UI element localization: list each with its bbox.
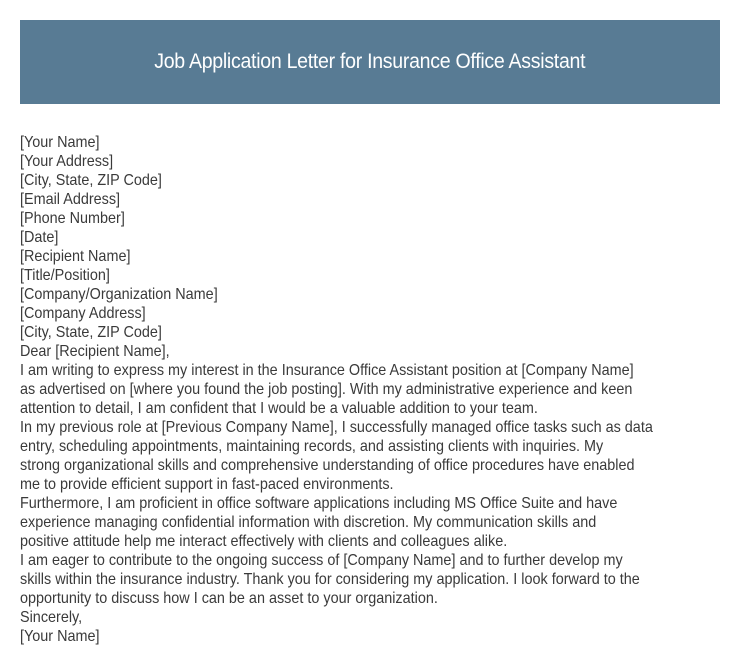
paragraph-line: entry, scheduling appointments, maintaining records, and assisting clients with inquiries. My [20, 438, 604, 455]
paragraph-1 [20, 361, 740, 418]
page-title: Job Application Letter for Insurance Office Assistant [154, 50, 586, 73]
paragraph-line: strong organizational skills and comprehensive understanding of office procedures have enabled [20, 457, 635, 474]
recipient-block [20, 247, 740, 342]
paragraph-line: me to provide efficient support in fast-paced environments. [20, 476, 394, 493]
paragraph-2 [20, 418, 740, 494]
sender-email: [Email Address] [20, 191, 121, 208]
paragraph-4 [20, 551, 740, 608]
recipient-address: [Company Address] [20, 305, 146, 322]
signature: [Your Name] [20, 628, 100, 645]
sender-block [20, 133, 740, 247]
letter-date: [Date] [20, 229, 59, 246]
closing: Sincerely, [20, 609, 83, 626]
paragraph-line: Furthermore, I am proficient in office software applications including MS Office Suite and have [20, 495, 618, 512]
title-banner [20, 20, 720, 104]
recipient-company: [Company/Organization Name] [20, 286, 218, 303]
paragraph-line: In my previous role at [Previous Company Name], I successfully managed office tasks such as data [20, 419, 653, 436]
recipient-title: [Title/Position] [20, 267, 110, 284]
sender-name: [Your Name] [20, 134, 100, 151]
paragraph-3 [20, 494, 740, 551]
letter-body [20, 133, 740, 646]
salutation: Dear [Recipient Name], [20, 343, 170, 360]
sender-phone: [Phone Number] [20, 210, 125, 227]
sender-address: [Your Address] [20, 153, 114, 170]
paragraph-line: as advertised on [where you found the job posting]. With my administrative experience and keen [20, 381, 633, 398]
recipient-city-state-zip: [City, State, ZIP Code] [20, 324, 162, 341]
paragraph-line: skills within the insurance industry. Thank you for considering my application. I look forward to the [20, 571, 640, 588]
sender-city-state-zip: [City, State, ZIP Code] [20, 172, 162, 189]
paragraph-line: attention to detail, I am confident that I would be a valuable addition to your team. [20, 400, 538, 417]
paragraph-line: I am writing to express my interest in the Insurance Office Assistant position at [Company Name] [20, 362, 634, 379]
paragraph-line: I am eager to contribute to the ongoing success of [Company Name] and to further develop my [20, 552, 623, 569]
paragraph-line: opportunity to discuss how I can be an asset to your organization. [20, 590, 438, 607]
paragraph-line: experience managing confidential information with discretion. My communication skills and [20, 514, 597, 531]
paragraph-line: positive attitude help me interact effectively with clients and colleagues alike. [20, 533, 508, 550]
recipient-name: [Recipient Name] [20, 248, 131, 265]
